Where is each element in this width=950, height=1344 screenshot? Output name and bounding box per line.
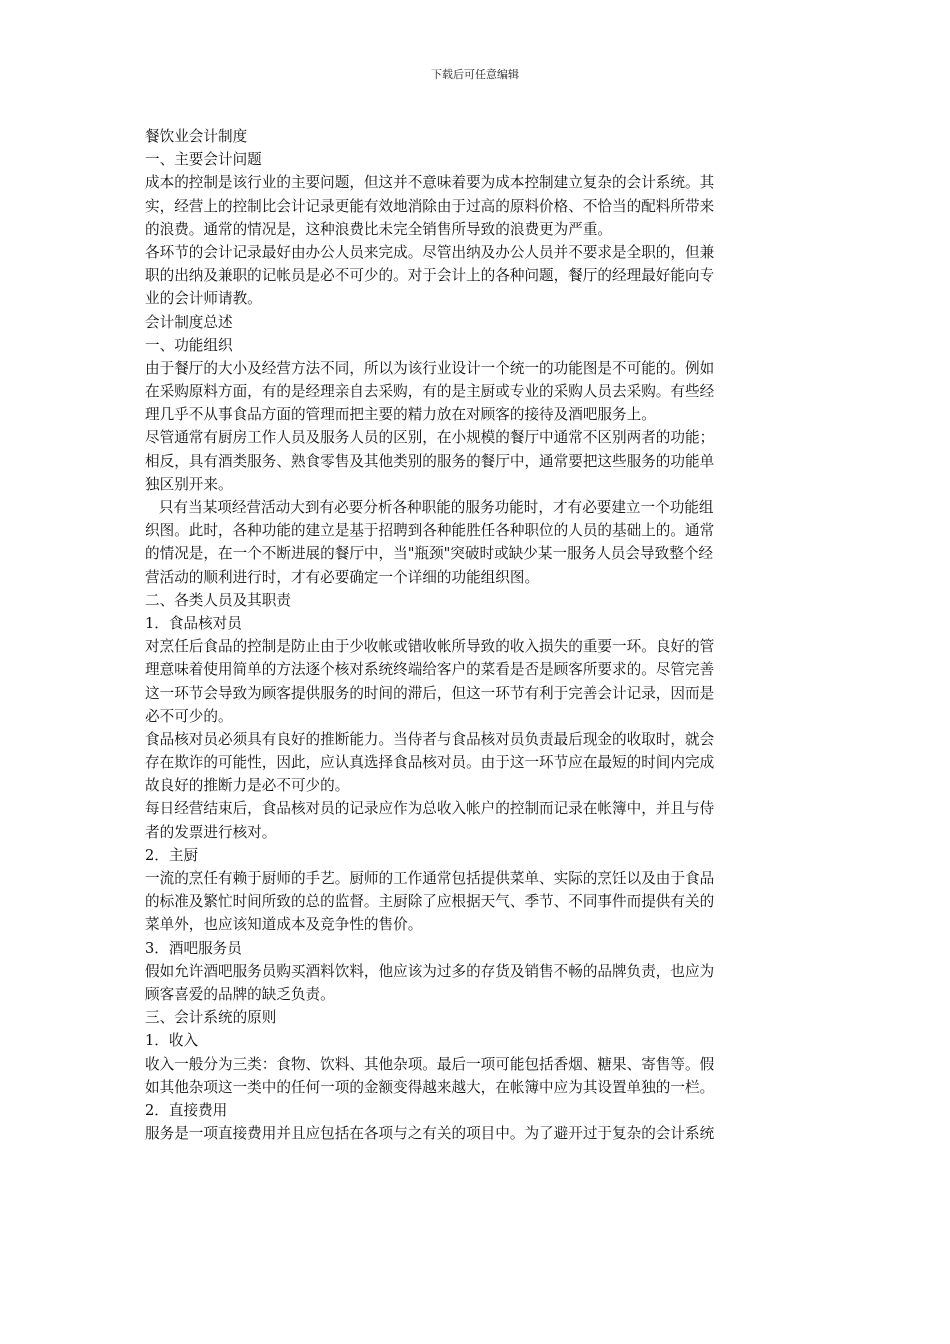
- text-line: 1．收入: [145, 1032, 199, 1050]
- text-line: 2．直接费用: [145, 1101, 228, 1119]
- text-line: 业的会计师请教。: [145, 290, 262, 308]
- text-line: 故良好的推断力是必不可少的。: [145, 777, 350, 795]
- text-line: 尽管通常有厨房工作人员及服务人员的区别，在小规模的餐厅中通常不区别两者的功能；: [145, 429, 715, 447]
- text-line: 相反，具有酒类服务、熟食零售及其他类别的服务的餐厅中，通常要把这些服务的功能单: [145, 452, 715, 470]
- text-line: 独区别开来。: [145, 475, 233, 493]
- text-line: 菜单外，也应该知道成本及竞争性的售价。: [145, 916, 423, 934]
- text-line: 的浪费。通常的情况是，这种浪费比未完全销售所导致的浪费更为严重。: [145, 220, 613, 238]
- text-line: 餐饮业会计制度: [145, 128, 248, 145]
- text-line: 2．主厨: [145, 846, 199, 864]
- text-line: 营活动的顺利进行时，才有必要确定一个详细的功能组织图。: [145, 568, 540, 586]
- text-line: 每日经营结束后，食品核对员的记录应作为总收入帐户的控制而记录在帐簿中，并且与侍: [145, 800, 715, 818]
- text-line: 一、主要会计问题: [145, 151, 262, 169]
- page-header: 下载后可任意编辑: [431, 68, 519, 81]
- text-line: 对烹任后食品的控制是防止由于少收帐或错收帐所导致的收入损失的重要一环。良好的管: [145, 638, 715, 656]
- text-line: 只有当某项经营活动大到有必要分析各种职能的服务功能时，才有必要建立一个功能组: [145, 499, 714, 516]
- text-line: 这一环节会导致为顾客提供服务的时间的滞后，但这一环节有利于完善会计记录，因而是: [145, 684, 715, 702]
- text-line: 的标准及繁忙时间所致的总的监督。主厨除了应根据天气、季节、不同事件而提供有关的: [145, 893, 715, 911]
- text-line: 3．酒吧服务员: [145, 939, 242, 957]
- text-line: 在采购原料方面，有的是经理亲自去采购，有的是主厨或专业的采购人员去采购。有些经: [145, 383, 715, 401]
- text-line: 会计制度总述: [145, 313, 233, 331]
- text-line: 者的发票进行核对。: [145, 823, 277, 841]
- text-line: 的情况是，在一个不断进展的餐厅中，当"瓶颈"突破时或缺少某一服务人员会导致整个经: [145, 545, 713, 563]
- text-line: 如其他杂项这一类中的任何一项的金额变得越来越大，在帐簿中应为其设置单独的一栏。: [145, 1078, 715, 1096]
- text-line: 理几乎不从事食品方面的管理而把主要的精力放在对顾客的接待及酒吧服务上。: [145, 406, 656, 424]
- text-line: 实，经营上的控制比会计记录更能有效地消除由于过高的原料价格、不恰当的配料所带来: [145, 197, 715, 215]
- text-line: 服务是一项直接费用并且应包括在各项与之有关的项目中。为了避开过于复杂的会计系统: [145, 1125, 715, 1143]
- text-line: 职的出纳及兼职的记帐员是必不可少的。对于会计上的各种问题，餐厅的经理最好能向专: [145, 267, 715, 285]
- text-line: 成本的控制是该行业的主要问题，但这并不意味着要为成本控制建立复杂的会计系统。其: [145, 174, 715, 192]
- text-line: 各环节的会计记录最好由办公人员来完成。尽管出纳及办公人员并不要求是全职的，但兼: [145, 243, 715, 261]
- text-line: 存在欺诈的可能性，因此，应认真选择食品核对员。由于这一环节应在最短的时间内完成: [145, 754, 715, 772]
- text-line: 食品核对员必须具有良好的推断能力。当侍者与食品核对员负责最后现金的收取时，就会: [145, 730, 715, 748]
- text-line: 收入一般分为三类：食物、饮料、其他杂项。最后一项可能包括香烟、糖果、寄售等。假: [145, 1055, 715, 1073]
- text-line: 由于餐厅的大小及经营方法不同，所以为该行业设计一个统一的功能图是不可能的。例如: [145, 359, 715, 377]
- text-line: 顾客喜爱的品牌的缺乏负责。: [145, 985, 335, 1003]
- text-line: 假如允许酒吧服务员购买酒料饮料，他应该为过多的存货及销售不畅的品牌负责，也应为: [145, 962, 715, 980]
- document-body: [145, 125, 809, 1145]
- text-line: 一、功能组织: [145, 336, 233, 354]
- text-line: 必不可少的。: [145, 707, 233, 725]
- text-line: 二、各类人员及其职责: [145, 591, 291, 609]
- text-line: 三、会计系统的原则: [145, 1009, 277, 1027]
- text-line: 1．食品核对员: [145, 614, 242, 632]
- text-line: 理意味着使用简单的方法逐个核对系统终端给客户的菜看是否是顾客所要求的。尽管完善: [145, 661, 715, 679]
- text-line: 织图。此时，各种功能的建立是基于招聘到各种能胜任各种职位的人员的基础上的。通常: [145, 522, 715, 540]
- text-line: 一流的烹任有赖于厨师的手艺。厨师的工作通常包括提供菜单、实际的烹饪以及由于食品: [145, 870, 715, 887]
